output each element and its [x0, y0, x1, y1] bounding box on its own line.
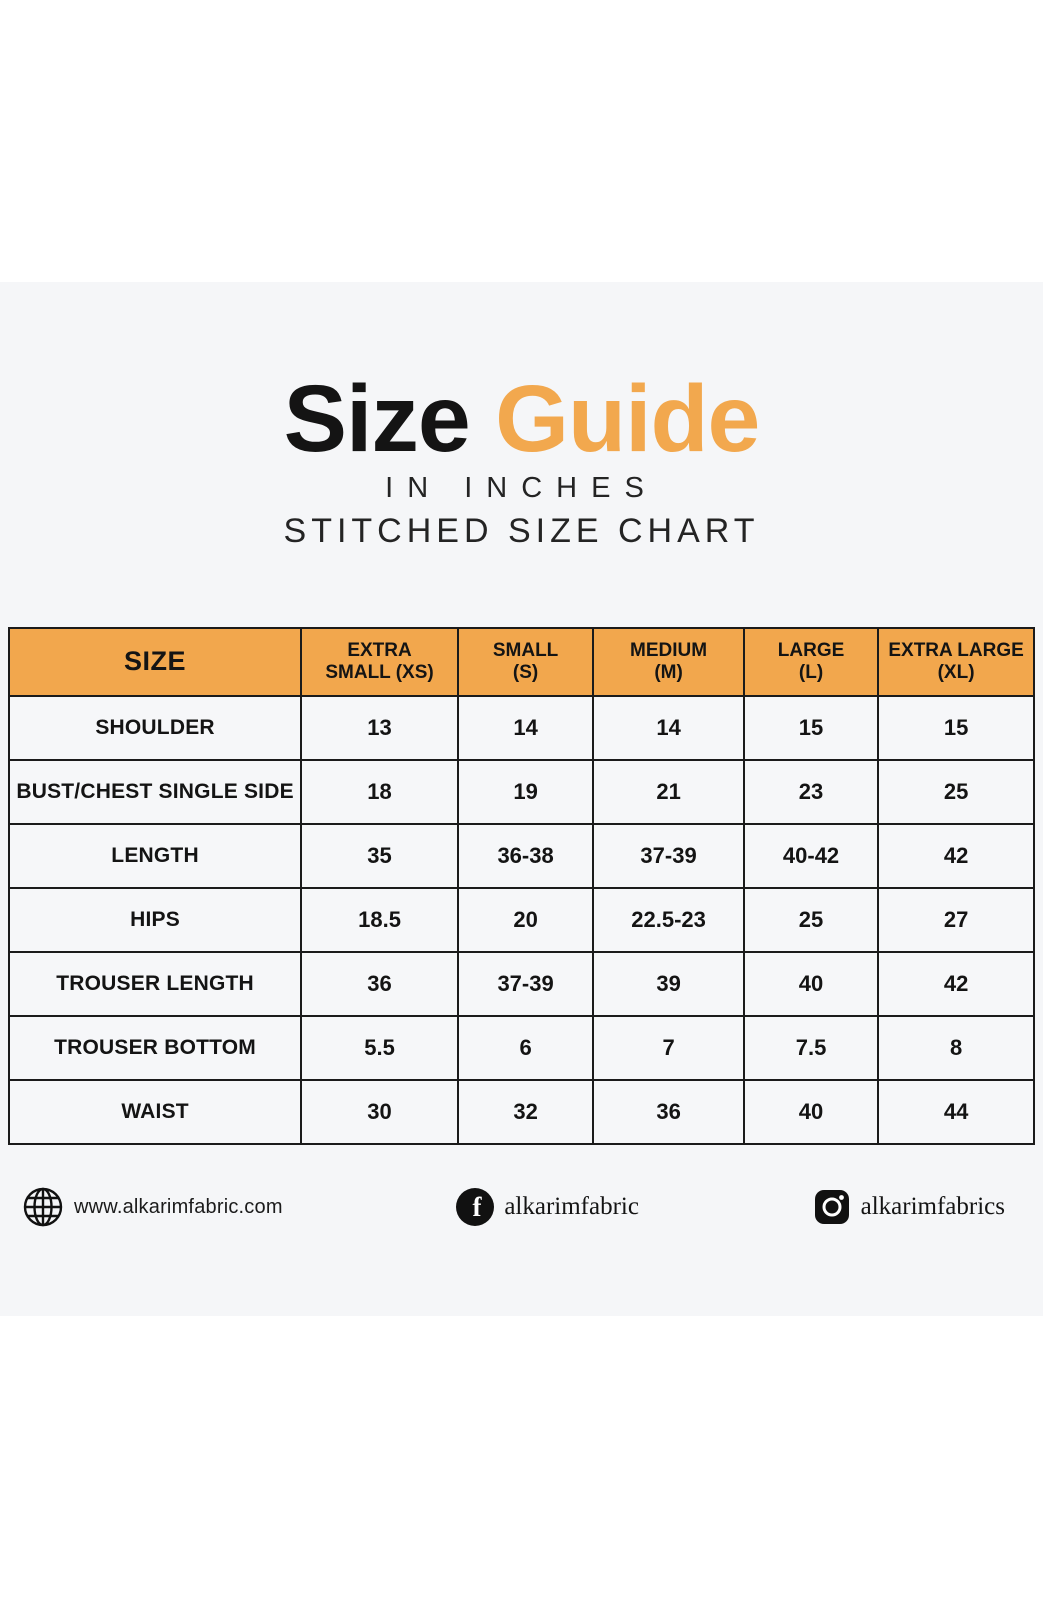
- table-row-length: [9, 824, 1034, 888]
- title-word-guide: Guide: [495, 366, 760, 472]
- facebook-handle: alkarimfabric: [504, 1193, 639, 1220]
- table-row-hips: [9, 888, 1034, 952]
- cell-value: 30: [301, 1080, 458, 1144]
- col-header-large: LARGE (L): [744, 628, 878, 696]
- col-header-extra-small: EXTRA SMALL (XS): [301, 628, 458, 696]
- cell-value: 42: [878, 824, 1034, 888]
- row-label: WAIST: [9, 1080, 301, 1144]
- website-url: www.alkarimfabric.com: [74, 1195, 283, 1218]
- table-row-shoulder: [9, 696, 1034, 760]
- header-row: [9, 628, 1034, 696]
- cell-value: 22.5-23: [593, 888, 744, 952]
- cell-value: 40: [744, 952, 878, 1016]
- size-chart-table: [8, 627, 1035, 1145]
- footer-instagram: [813, 1188, 1005, 1226]
- facebook-icon: [456, 1188, 494, 1226]
- cell-value: 40: [744, 1080, 878, 1144]
- cell-value: 14: [593, 696, 744, 760]
- cell-value: 21: [593, 760, 744, 824]
- cell-value: 6: [458, 1016, 593, 1080]
- row-label: LENGTH: [9, 824, 301, 888]
- cell-value: 36: [301, 952, 458, 1016]
- table-row-bust-chest: [9, 760, 1034, 824]
- cell-value: 36: [593, 1080, 744, 1144]
- cell-value: 7: [593, 1016, 744, 1080]
- row-label: BUST/CHEST SINGLE SIDE: [9, 760, 301, 824]
- subtitle-stitched-size-chart: STITCHED SIZE CHART: [283, 512, 760, 550]
- footer-facebook: [456, 1188, 639, 1226]
- cell-value: 18: [301, 760, 458, 824]
- row-label: HIPS: [9, 888, 301, 952]
- cell-value: 32: [458, 1080, 593, 1144]
- cell-value: 44: [878, 1080, 1034, 1144]
- col-header-extra-large: EXTRA LARGE (XL): [878, 628, 1034, 696]
- cell-value: 15: [878, 696, 1034, 760]
- cell-value: 5.5: [301, 1016, 458, 1080]
- cell-value: 40-42: [744, 824, 878, 888]
- cell-value: 23: [744, 760, 878, 824]
- table-row-trouser-bottom: [9, 1016, 1034, 1080]
- cell-value: 15: [744, 696, 878, 760]
- table-row-waist: [9, 1080, 1034, 1144]
- cell-value: 37-39: [593, 824, 744, 888]
- cell-value: 7.5: [744, 1016, 878, 1080]
- svg-text:f: f: [472, 1192, 482, 1222]
- row-label: TROUSER BOTTOM: [9, 1016, 301, 1080]
- col-header-small: SMALL (S): [458, 628, 593, 696]
- cell-value: 35: [301, 824, 458, 888]
- col-header-size: SIZE: [9, 628, 301, 696]
- instagram-icon: [813, 1188, 851, 1226]
- globe-icon: [22, 1186, 64, 1228]
- cell-value: 36-38: [458, 824, 593, 888]
- page-title: [0, 366, 1043, 472]
- row-label: SHOULDER: [9, 696, 301, 760]
- table-row-trouser-length: [9, 952, 1034, 1016]
- title-word-size: Size: [283, 366, 470, 472]
- cell-value: 8: [878, 1016, 1034, 1080]
- footer-website: [22, 1186, 283, 1228]
- cell-value: 37-39: [458, 952, 593, 1016]
- row-label: TROUSER LENGTH: [9, 952, 301, 1016]
- instagram-handle: alkarimfabrics: [860, 1193, 1005, 1220]
- cell-value: 19: [458, 760, 593, 824]
- size-guide-poster: [0, 282, 1043, 1316]
- col-header-medium: MEDIUM (M): [593, 628, 744, 696]
- cell-value: 27: [878, 888, 1034, 952]
- cell-value: 14: [458, 696, 593, 760]
- footer: [0, 1185, 1043, 1229]
- cell-value: 25: [744, 888, 878, 952]
- cell-value: 39: [593, 952, 744, 1016]
- subtitle-in-inches: IN INCHES: [385, 472, 658, 504]
- cell-value: 20: [458, 888, 593, 952]
- cell-value: 42: [878, 952, 1034, 1016]
- cell-value: 25: [878, 760, 1034, 824]
- cell-value: 13: [301, 696, 458, 760]
- cell-value: 18.5: [301, 888, 458, 952]
